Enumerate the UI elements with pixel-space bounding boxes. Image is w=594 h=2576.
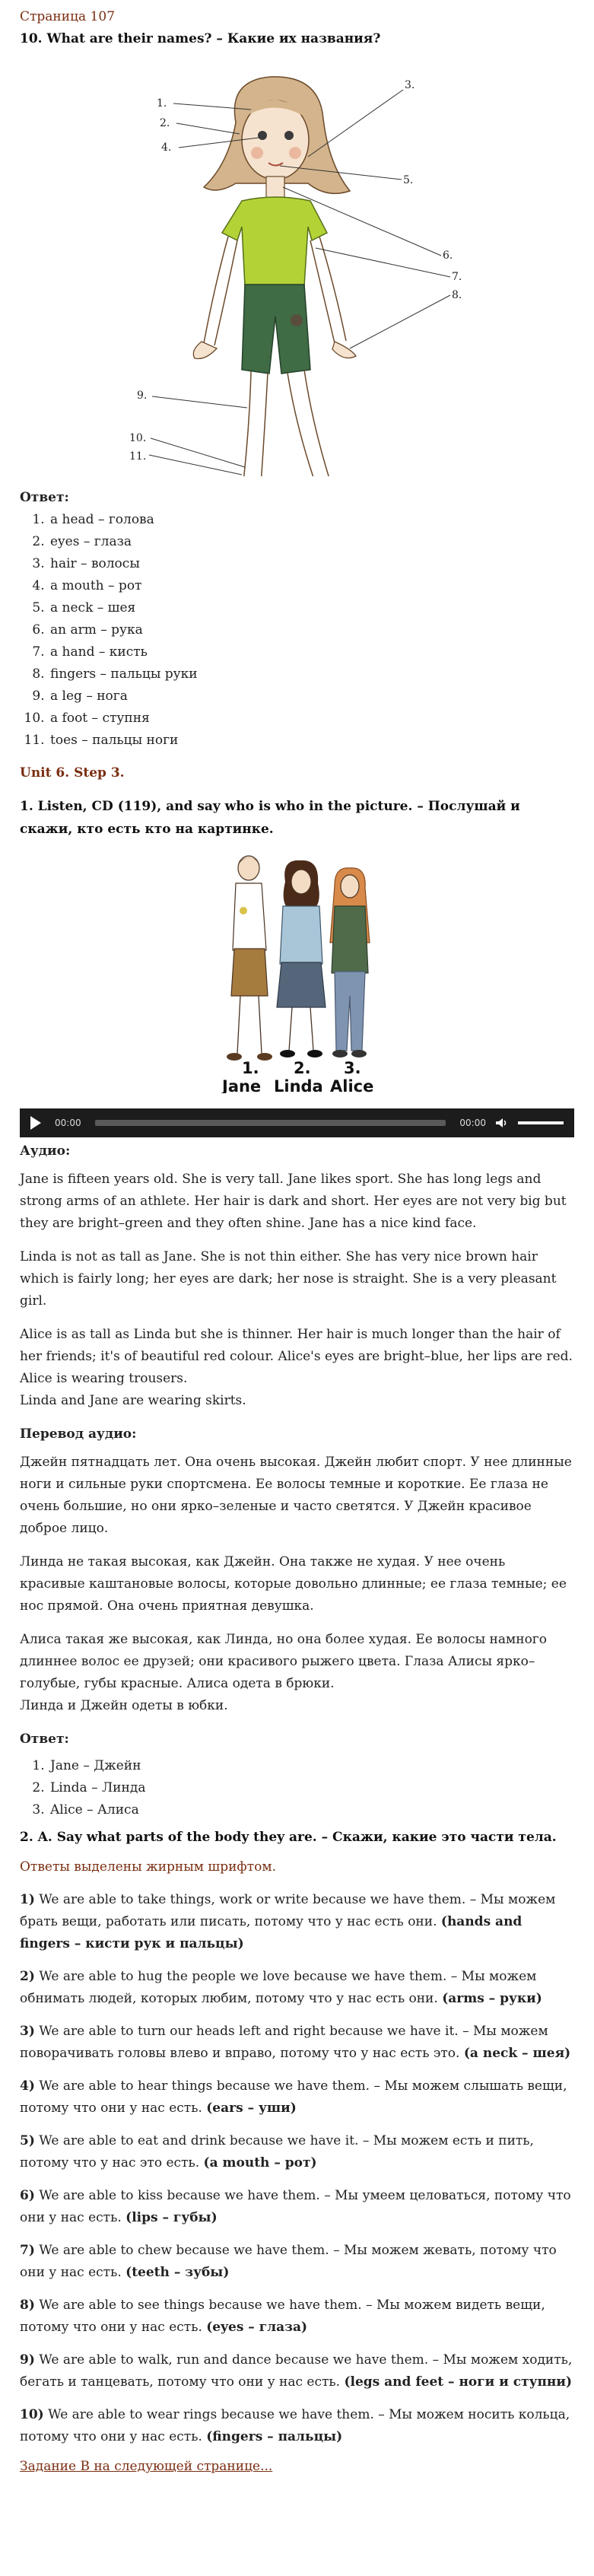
- three-girls-illustration: [0, 851, 594, 1093]
- figure-label-9: 9.: [137, 390, 148, 402]
- three-girls-figure: [0, 851, 594, 1093]
- list-item: [20, 2130, 574, 2174]
- list-item: 5. a neck – шея: [49, 597, 574, 619]
- list-item: [20, 2295, 574, 2339]
- audio-duration: 00:00: [459, 1117, 486, 1128]
- task1-answer-label: Ответ:: [20, 1732, 69, 1747]
- audio-current-time: 00:00: [55, 1117, 81, 1128]
- item-answer: (fingers – пальцы): [206, 2429, 343, 2444]
- item-text: We are able to hear things because we have them. – Мы можем слышать вещи, потому что они у нас есть.: [20, 2078, 567, 2116]
- audio-progress-bar[interactable]: [95, 1120, 446, 1126]
- list-item: 11. toes – пальцы ноги: [49, 730, 574, 752]
- task1-answer-list: [20, 1755, 574, 1821]
- list-item: [20, 1889, 574, 1955]
- girl-name-linda: Linda: [274, 1077, 323, 1093]
- list-item: [20, 2021, 574, 2065]
- item-text: We are able to eat and drink because we have it. – Мы можем есть и пить, потому что у нас это есть.: [20, 2133, 534, 2171]
- girl-illustration: [0, 50, 594, 476]
- list-item: [20, 2240, 574, 2284]
- list-item: 8. fingers – пальцы руки: [49, 663, 574, 685]
- item-answer: (hands and fingers – кисти рук и пальцы): [20, 1914, 523, 1951]
- unit-heading: Unit 6. Step 3.: [20, 765, 125, 781]
- girl-number-3: 3.: [344, 1059, 361, 1077]
- girl-number-2: 2.: [294, 1059, 311, 1077]
- item-number: 5): [20, 2133, 35, 2148]
- task1-heading: 1. Listen, CD (119), and say who is who in the picture. – Послушай и скажи, кто есть кто на картинке.: [20, 799, 520, 837]
- audio-paragraph: Alice is as tall as Linda but she is thinner. Her hair is much longer than the hair of her friends; it's of beautiful red colour. Alice's eyes are bright–blue, her lips are red. Alice is wearing trousers.: [20, 1327, 573, 1386]
- audio-paragraph: Jane is fifteen years old. She is very tall. Jane likes sport. She has long legs and strong arms of an athlete. Her hair is dark and short. Her eyes are not very big but they are bright–green and they often shine. Jane has a nice kind face.: [20, 1172, 567, 1231]
- page-title: Страница 107: [20, 9, 116, 24]
- list-item: 9. a leg – нога: [49, 685, 574, 708]
- item-number: 8): [20, 2298, 35, 2313]
- figure-label-10: 10.: [129, 432, 147, 444]
- figure-label-3: 3.: [405, 79, 415, 91]
- figure-label-5: 5.: [403, 174, 414, 186]
- task2-heading: 2. A. Say what parts of the body they are. – Скажи, какие это части тела.: [20, 1830, 557, 1845]
- play-icon[interactable]: [30, 1116, 41, 1130]
- item-answer: (a mouth – рот): [203, 2155, 317, 2171]
- page: [0, 6, 594, 2478]
- list-item: 3. hair – волосы: [49, 553, 574, 575]
- item-answer: (arms – руки): [442, 1991, 542, 2006]
- item-text: We are able to hug the people we love because we have them. – Мы можем обнимать людей, которых любим, потому что у нас есть они.: [20, 1969, 537, 2006]
- volume-icon[interactable]: [495, 1118, 509, 1128]
- item-answer: (ears – уши): [206, 2101, 297, 2116]
- list-item: [20, 1966, 574, 2010]
- list-item: 2. Linda – Линда: [49, 1777, 574, 1799]
- item-number: 6): [20, 2188, 35, 2203]
- figure-label-11: 11.: [129, 450, 147, 463]
- item-number: 9): [20, 2352, 35, 2368]
- list-item: [20, 2075, 574, 2120]
- item-number: 10): [20, 2407, 44, 2422]
- translation-paragraph: Линда и Джейн одеты в юбки.: [20, 1698, 228, 1713]
- task2-note: Ответы выделены жирным шрифтом.: [20, 1859, 276, 1875]
- audio-paragraph: Linda and Jane are wearing skirts.: [20, 1393, 246, 1408]
- translation-label: Перевод аудио:: [20, 1426, 137, 1442]
- list-item: 6. an arm – рука: [49, 619, 574, 641]
- item-text: We are able to take things, work or write because we have them. – Мы можем брать вещи, работать или писать, потому что у нас есть они.: [20, 1892, 556, 1929]
- next-page-link[interactable]: Задание B на следующей странице...: [20, 2459, 273, 2474]
- girl-name-jane: Jane: [222, 1077, 262, 1093]
- translation-paragraph: Линда не такая высокая, как Джейн. Она также не худая. У нее очень красивые каштановые волосы, которые довольно длинные; ее глаза темные; ее нос прямой. Она очень приятная девушка.: [20, 1554, 567, 1614]
- audio-player: [20, 1108, 574, 1137]
- item-answer: (a neck – шея): [463, 2046, 571, 2061]
- item-number: 7): [20, 2243, 35, 2258]
- list-item: 1. a head – голова: [49, 509, 574, 531]
- item-text: We are able to see things because we have them. – Мы можем видеть вещи, потому что они у нас есть.: [20, 2298, 545, 2335]
- item-number: 3): [20, 2024, 35, 2039]
- item-answer: (eyes – глаза): [206, 2320, 308, 2335]
- item-text: We are able to kiss because we have them. – Мы умеем целоваться, потому что они у нас есть.: [20, 2188, 571, 2225]
- body-parts-figure: [0, 50, 594, 476]
- task10-heading: 10. What are their names? – Какие их названия?: [20, 31, 381, 46]
- item-number: 4): [20, 2078, 35, 2094]
- translation-paragraph: Алиса такая же высокая, как Линда, но она более худая. Ее волосы намного длиннее волос ее друзей; они красивого рыжего цвета. Глаза Алисы ярко–голубые, губы красные. Алиса одета в брюки.: [20, 1632, 547, 1691]
- audio-label: Аудио:: [20, 1143, 71, 1159]
- list-item: [20, 2349, 574, 2393]
- task10-answer-list: [20, 509, 574, 752]
- item-number: 2): [20, 1969, 35, 1984]
- figure-label-1: 1.: [157, 97, 167, 110]
- item-text: We are able to wear rings because we have them. – Мы можем носить кольца, потому что они у нас есть.: [20, 2407, 570, 2444]
- figure-label-8: 8.: [452, 289, 462, 301]
- task2-list: [20, 1889, 574, 2448]
- item-number: 1): [20, 1892, 35, 1907]
- task10-answer-label: Ответ:: [20, 490, 69, 505]
- figure-label-2: 2.: [160, 117, 170, 129]
- item-answer: (legs and feet – ноги и ступни): [344, 2374, 573, 2390]
- translation-paragraph: Джейн пятнадцать лет. Она очень высокая. Джейн любит спорт. У нее длинные ноги и сильные руки спортсмена. Ее волосы темные и короткие. Ее глаза не очень большие, но они ярко–зеленые и часто светятся. У Джейн красивое доброе лицо.: [20, 1455, 572, 1536]
- list-item: 10. a foot – ступня: [49, 708, 574, 730]
- item-answer: (lips – губы): [125, 2210, 218, 2225]
- figure-label-6: 6.: [443, 250, 453, 262]
- girl-number-1: 1.: [242, 1059, 259, 1077]
- list-item: 7. a hand – кисть: [49, 641, 574, 663]
- list-item: [20, 2185, 574, 2229]
- item-text: We are able to chew because we have them. – Мы можем жевать, потому что они у нас есть.: [20, 2243, 557, 2280]
- list-item: 1. Jane – Джейн: [49, 1755, 574, 1777]
- volume-slider[interactable]: [518, 1121, 564, 1124]
- item-answer: (teeth – зубы): [125, 2265, 230, 2280]
- figure-label-4: 4.: [161, 142, 172, 154]
- girl-name-alice: Alice: [330, 1077, 374, 1093]
- list-item: 2. eyes – глаза: [49, 531, 574, 553]
- figure-label-7: 7.: [452, 271, 462, 283]
- audio-paragraph: Linda is not as tall as Jane. She is not thin either. She has very nice brown hair which is fairly long; her eyes are dark; her nose is straight. She is a very pleasant girl.: [20, 1249, 557, 1309]
- item-text: We are able to walk, run and dance because we have them. – Мы можем ходить, бегать и танцевать, потому что они у нас есть.: [20, 2352, 573, 2390]
- list-item: 4. a mouth – рот: [49, 575, 574, 597]
- item-text: We are able to turn our heads left and right because we have it. – Мы можем поворачивать головы влево и вправо, потому что у нас есть это.: [20, 2024, 548, 2061]
- list-item: [20, 2404, 574, 2448]
- list-item: 3. Alice – Алиса: [49, 1799, 574, 1821]
